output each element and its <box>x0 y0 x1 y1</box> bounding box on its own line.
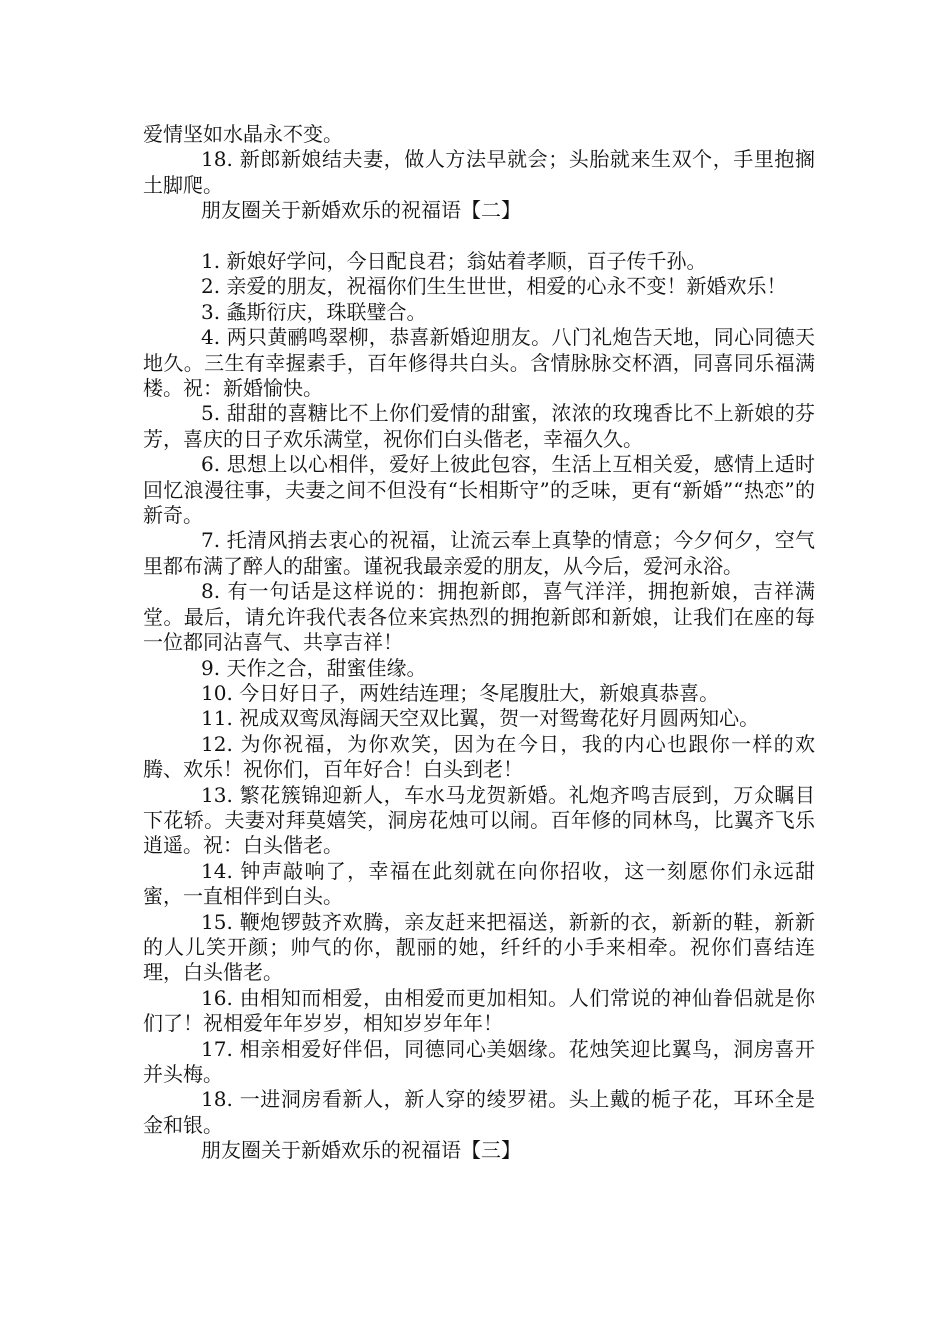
list-item: 9. 天作之合，甜蜜佳缘。 <box>201 655 427 680</box>
list-item: 10. 今日好日子，两姓结连理；冬尾腹肚大，新娘真恭喜。 <box>201 680 720 705</box>
list-item: 1. 新娘好学问，今日配良君；翁姑着孝顺，百子传千孙。 <box>201 249 707 274</box>
list-item: 12. 为你祝福，为你欢笑，因为在今日，我的内心也跟你一样的欢腾、欢乐！祝你们，百年好合！白头到老！ <box>143 731 815 782</box>
list-item: 16. 由相知而相爱，由相爱而更加相知。人们常说的神仙眷侣就是你们了！祝相爱年年岁岁，相知岁岁年年！ <box>143 985 815 1036</box>
blank-line <box>143 224 815 249</box>
list-item: 7. 托清风捎去衷心的祝福，让流云奉上真挚的情意；今夕何夕，空气里都布满了醉人的甜蜜。谨祝我最亲爱的朋友，从今后，爱河永浴。 <box>143 528 815 578</box>
document-body <box>143 122 815 1164</box>
list-item: 11. 祝成双鸾凤海阔天空双比翼，贺一对鸳鸯花好月圆两知心。 <box>201 706 760 731</box>
list-item: 4. 两只黄鹂鸣翠柳，恭喜新婚迎朋友。八门礼炮告天地，同心同德天地久。三生有幸握素手，百年修得共白头。含情脉脉交杯酒，同喜同乐福满楼。祝：新婚愉快。 <box>143 325 815 401</box>
list-item: 3. 螽斯衍庆，珠联璧合。 <box>201 299 427 324</box>
list-item: 18. 新郎新娘结夫妻，做人方法早就会；头胎就来生双个，手里抱搁土脚爬。 <box>143 147 815 197</box>
list-item: 13. 繁花簇锦迎新人，车水马龙贺新婚。礼炮齐鸣吉辰到，万众瞩目下花轿。夫妻对拜莫嬉笑，洞房花烛可以闹。百年修的同林鸟，比翼齐飞乐逍遥。祝：白头偕老。 <box>143 782 815 858</box>
list-item: 6. 思想上以心相伴，爱好上彼此包容，生活上互相关爱，感情上适时回忆浪漫往事，夫妻之间不但没有“长相斯守”的乏味，更有“新婚”“热恋”的新奇。 <box>143 452 815 528</box>
section-heading: 朋友圈关于新婚欢乐的祝福语【二】 <box>201 198 521 223</box>
list-item: 18. 一进洞房看新人，新人穿的绫罗裙。头上戴的栀子花，耳环全是金和银。 <box>143 1087 815 1137</box>
list-item: 15. 鞭炮锣鼓齐欢腾，亲友赶来把福送，新新的衣，新新的鞋，新新的人儿笑开颜；帅气的你，靓丽的她，纤纤的小手来相牵。祝你们喜结连理，白头偕老。 <box>143 909 815 985</box>
list-item: 2. 亲爱的朋友，祝福你们生生世世，相爱的心永不变！新婚欢乐！ <box>201 274 787 299</box>
list-item: 8. 有一句话是这样说的：拥抱新郎，喜气洋洋，拥抱新娘，吉祥满堂。最后，请允许我代表各位来宾热烈的拥抱新郎和新娘，让我们在座的每一位都同沾喜气、共享吉祥！ <box>143 579 815 655</box>
section-heading: 朋友圈关于新婚欢乐的祝福语【三】 <box>201 1138 521 1163</box>
list-item: 14. 钟声敲响了，幸福在此刻就在向你招收，这一刻愿你们永远甜蜜，一直相伴到白头。 <box>143 858 815 909</box>
continued-paragraph: 爱情坚如水晶永不变。 <box>143 122 343 146</box>
list-item: 17. 相亲相爱好伴侣，同德同心美姻缘。花烛笑迎比翼鸟，洞房喜开并头梅。 <box>143 1036 815 1087</box>
list-item: 5. 甜甜的喜糖比不上你们爱情的甜蜜，浓浓的玫瑰香比不上新娘的芬芳，喜庆的日子欢乐满堂，祝你们白头偕老，幸福久久。 <box>143 401 815 451</box>
